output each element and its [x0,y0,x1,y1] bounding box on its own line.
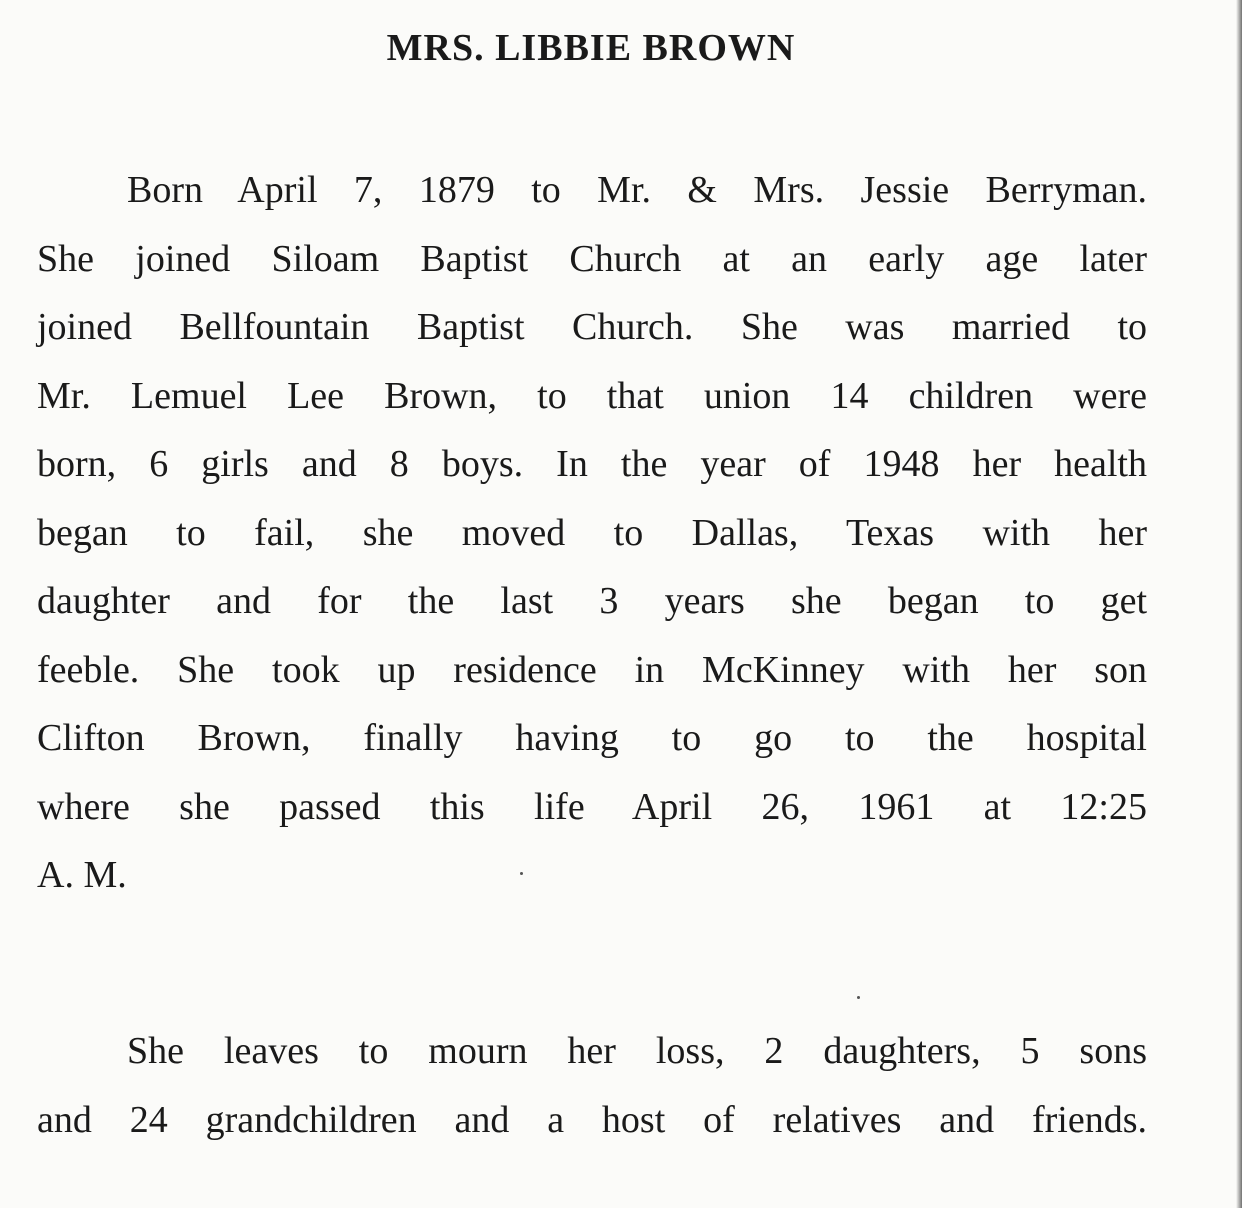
paragraph-line: A. M. [37,854,127,896]
paragraph-line: daughter and for the last 3 years she began to get [37,580,1147,622]
paragraph-line: She joined Siloam Baptist Church at an early age later [37,237,1147,280]
paragraph-line: where she passed this life April 26, 1961 at 12:25 [37,785,1147,828]
paragraph-line: Clifton Brown, finally having to go to the hospital [37,717,1147,759]
paragraph-line: Mr. Lemuel Lee Brown, to that union 14 children were [37,374,1147,417]
paragraph-line: began to fail, she moved to Dallas, Texas with her [37,511,1147,554]
scan-edge-shadow [1236,0,1242,1208]
paragraph-line: joined Bellfountain Baptist Church. She was married to [37,306,1147,348]
paragraph-line: Born April 7, 1879 to Mr. & Mrs. Jessie Berryman. [127,169,1147,211]
biography-paragraph [37,156,1147,910]
paragraph-line: and 24 grandchildren and a host of relatives and friends. [37,1098,1147,1141]
scan-speck [857,996,860,999]
paragraph-line: born, 6 girls and 8 boys. In the year of 1948 her health [37,443,1147,485]
survivors-paragraph [37,1017,1147,1154]
paragraph-line: She leaves to mourn her loss, 2 daughters, 5 sons [127,1030,1147,1072]
paragraph-line: feeble. She took up residence in McKinney with her son [37,648,1147,691]
scan-speck [520,872,523,875]
document-title: MRS. LIBBIE BROWN [386,27,796,69]
